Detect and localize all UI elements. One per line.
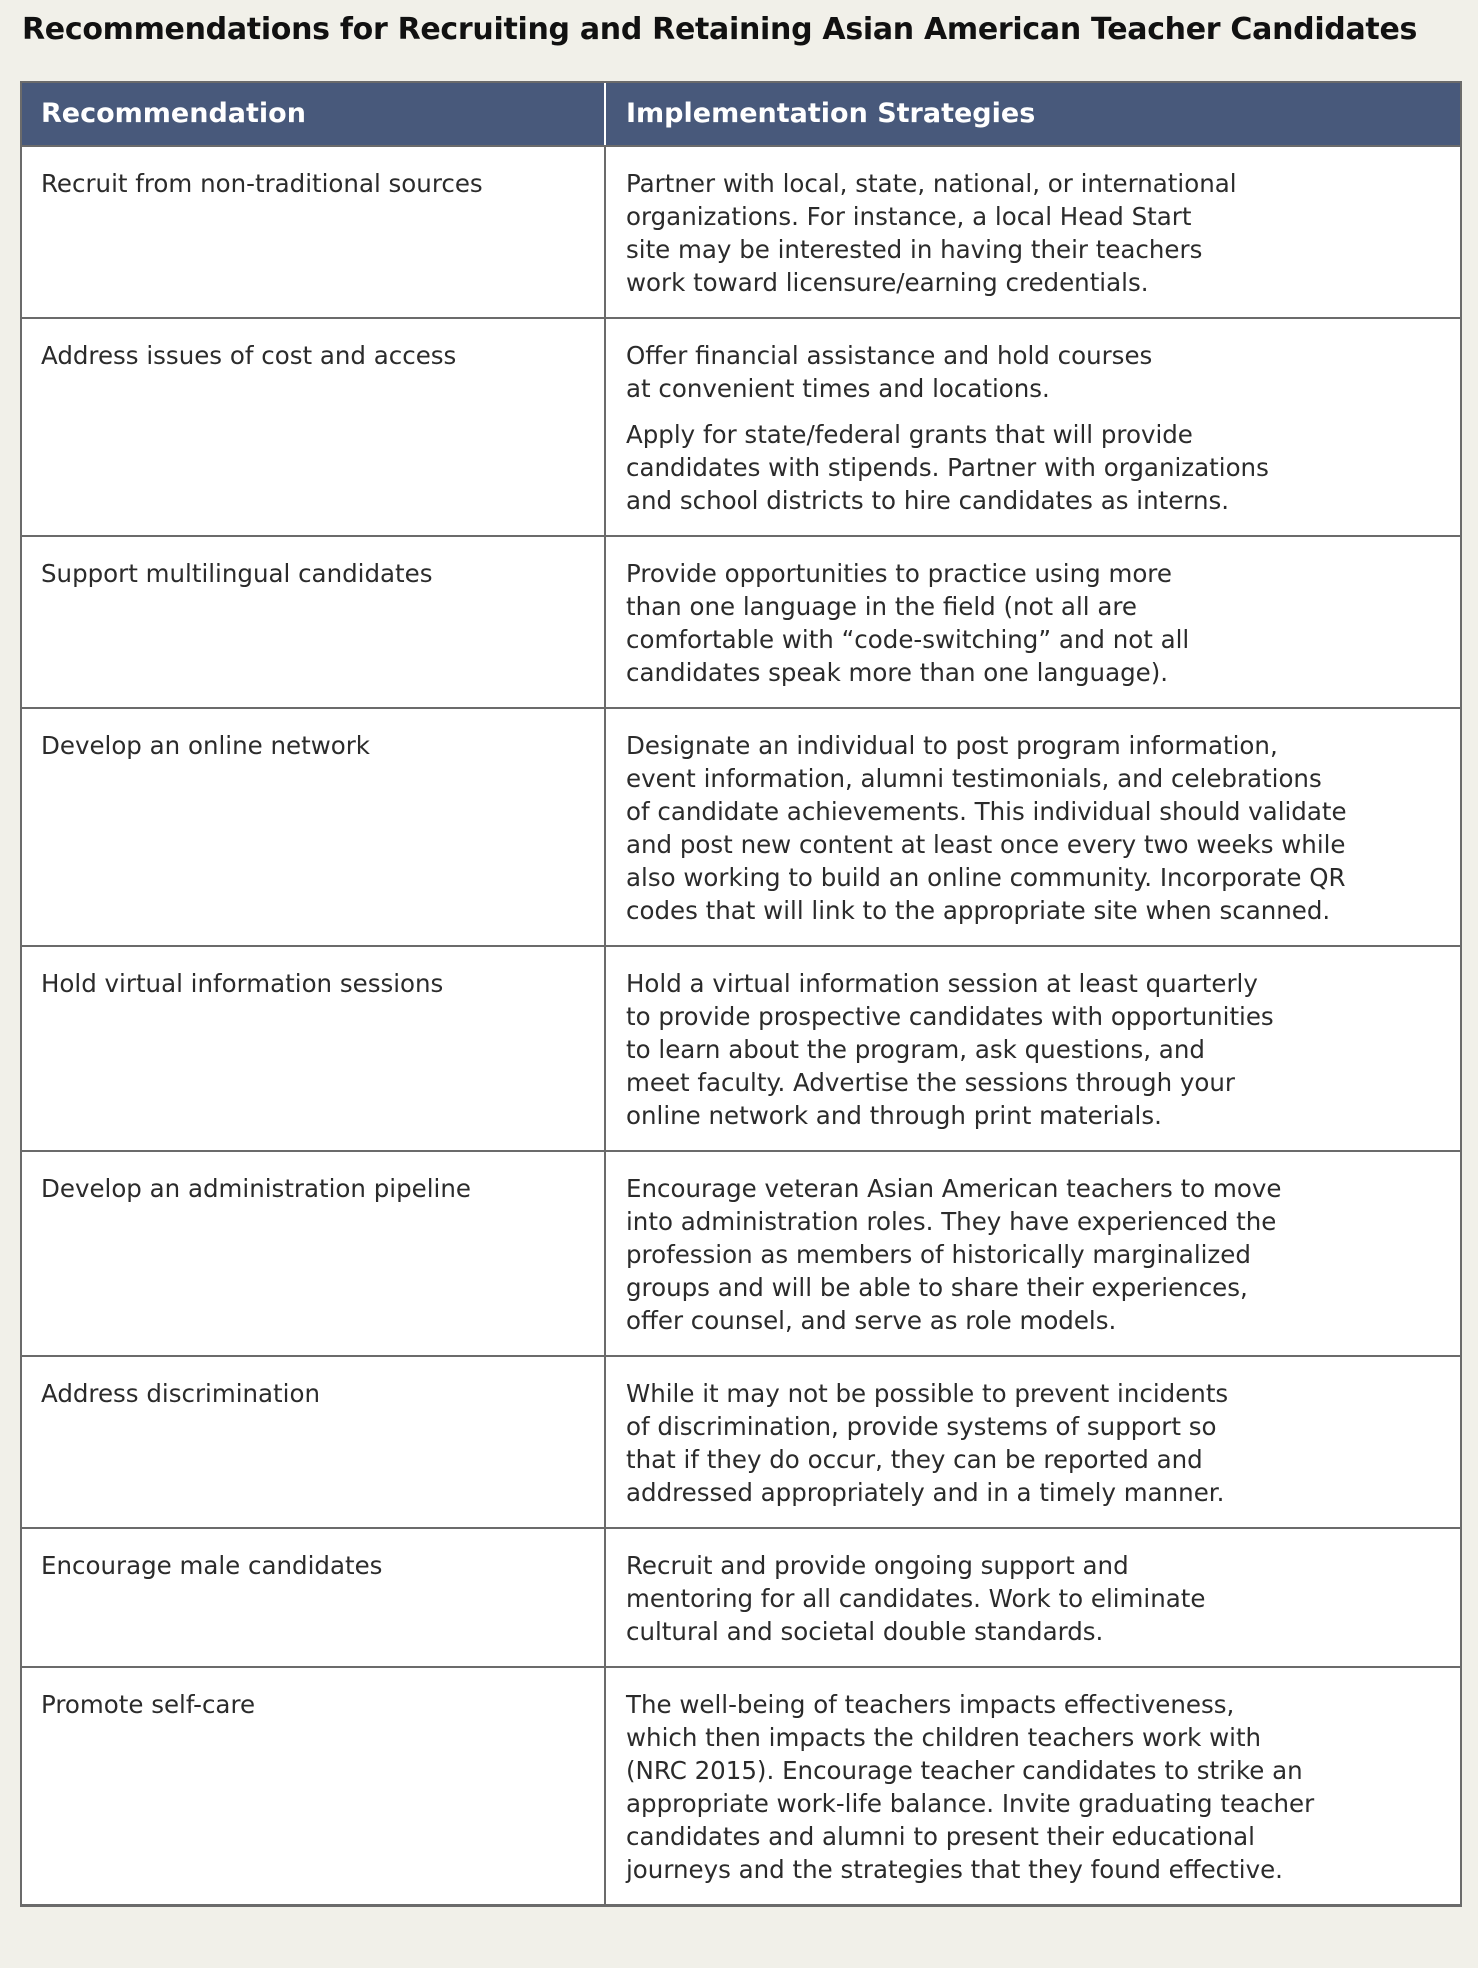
strategy-line: profession as members of historically marginalized <box>626 1240 1251 1269</box>
strategy-line: candidates with stipends. Partner with organizations <box>626 453 1269 482</box>
table-row <box>21 1528 1461 1667</box>
table-row <box>21 1151 1461 1356</box>
recommendation-cell: Encourage male candidates <box>21 1528 605 1667</box>
recommendations-table <box>21 82 1461 1906</box>
strategy-line: site may be interested in having their teachers <box>626 235 1203 264</box>
strategy-line: meet faculty. Advertise the sessions through your <box>626 1068 1235 1097</box>
strategy-paragraph <box>626 1549 1441 1648</box>
strategy-line: Encourage veteran Asian American teachers to move <box>626 1174 1282 1203</box>
strategy-line: organizations. For instance, a local Head Start <box>626 202 1192 231</box>
recommendations-table-container <box>21 82 1461 1906</box>
recommendation-cell: Hold virtual information sessions <box>21 946 605 1151</box>
strategies-cell <box>605 1356 1461 1528</box>
strategy-line: candidates and alumni to present their educational <box>626 1822 1255 1851</box>
strategy-paragraph <box>626 729 1441 927</box>
strategy-line: online network and through print materials. <box>626 1101 1162 1130</box>
strategy-line: Designate an individual to post program information, <box>626 731 1278 760</box>
strategy-line: and post new content at least once every two weeks while <box>626 830 1346 859</box>
strategy-line: journeys and the strategies that they found effective. <box>626 1855 1283 1884</box>
recommendation-cell: Support multilingual candidates <box>21 536 605 708</box>
strategy-line: Partner with local, state, national, or international <box>626 169 1237 198</box>
recommendation-cell: Recruit from non-traditional sources <box>21 146 605 318</box>
table-row <box>21 146 1461 318</box>
strategy-line: Hold a virtual information session at least quarterly <box>626 969 1258 998</box>
recommendation-cell: Address discrimination <box>21 1356 605 1528</box>
table-body <box>21 146 1461 1905</box>
strategy-line: to learn about the program, ask questions, and <box>626 1035 1205 1064</box>
strategy-paragraph <box>626 1377 1441 1509</box>
strategy-line: The well-being of teachers impacts effectiveness, <box>626 1690 1235 1719</box>
table-row <box>21 1356 1461 1528</box>
strategy-line: groups and will be able to share their experiences, <box>626 1273 1248 1302</box>
column-header-recommendation: Recommendation <box>21 82 605 146</box>
strategy-line: Offer financial assistance and hold courses <box>626 341 1153 370</box>
strategy-line: also working to build an online community. Incorporate QR <box>626 863 1346 892</box>
strategy-line: and school districts to hire candidates as interns. <box>626 486 1230 515</box>
strategies-cell <box>605 1528 1461 1667</box>
recommendation-cell: Develop an administration pipeline <box>21 1151 605 1356</box>
strategy-line: Recruit and provide ongoing support and <box>626 1551 1129 1580</box>
strategy-line: to provide prospective candidates with opportunities <box>626 1002 1274 1031</box>
strategy-line: Provide opportunities to practice using more <box>626 559 1172 588</box>
strategy-line: than one language in the field (not all are <box>626 592 1137 621</box>
strategies-cell <box>605 146 1461 318</box>
strategy-line: event information, alumni testimonials, and celebrations <box>626 764 1322 793</box>
table-row <box>21 318 1461 536</box>
strategy-line: into administration roles. They have experienced the <box>626 1207 1277 1236</box>
table-row <box>21 946 1461 1151</box>
strategy-line: work toward licensure/earning credentials. <box>626 268 1149 297</box>
strategy-paragraph <box>626 967 1441 1132</box>
column-header-implementation-strategies: Implementation Strategies <box>605 82 1461 146</box>
recommendation-cell: Promote self-care <box>21 1667 605 1905</box>
strategy-line: of discrimination, provide systems of support so <box>626 1412 1217 1441</box>
strategy-line: that if they do occur, they can be reported and <box>626 1445 1203 1474</box>
recommendation-cell: Address issues of cost and access <box>21 318 605 536</box>
strategy-line: cultural and societal double standards. <box>626 1617 1104 1646</box>
strategies-cell <box>605 1667 1461 1905</box>
strategy-line: addressed appropriately and in a timely manner. <box>626 1478 1225 1507</box>
table-row <box>21 708 1461 946</box>
table-row <box>21 1667 1461 1905</box>
page-title: Recommendations for Recruiting and Retaining Asian American Teacher Candidates <box>22 12 1418 47</box>
table-header-row <box>21 82 1461 146</box>
strategy-line: of candidate achievements. This individual should validate <box>626 797 1347 826</box>
strategy-paragraph <box>626 1172 1441 1337</box>
strategy-paragraph <box>626 418 1441 517</box>
strategies-cell <box>605 536 1461 708</box>
strategy-paragraph <box>626 1688 1441 1886</box>
strategy-line: While it may not be possible to prevent incidents <box>626 1379 1229 1408</box>
strategy-line: offer counsel, and serve as role models. <box>626 1306 1117 1335</box>
strategies-cell <box>605 318 1461 536</box>
strategy-line: candidates speak more than one language). <box>626 658 1169 687</box>
strategy-line: comfortable with “code-switching” and not all <box>626 625 1190 654</box>
strategy-line: codes that will link to the appropriate site when scanned. <box>626 896 1331 925</box>
strategy-line: appropriate work-life balance. Invite graduating teacher <box>626 1789 1315 1818</box>
table-row <box>21 536 1461 708</box>
strategy-line: which then impacts the children teachers work with <box>626 1723 1262 1752</box>
strategies-cell <box>605 1151 1461 1356</box>
strategy-line: (NRC 2015). Encourage teacher candidates to strike an <box>626 1756 1303 1785</box>
strategy-paragraph <box>626 339 1441 405</box>
strategies-cell <box>605 708 1461 946</box>
strategy-paragraph <box>626 167 1441 299</box>
strategy-line: Apply for state/federal grants that will provide <box>626 420 1193 449</box>
strategy-paragraph <box>626 557 1441 689</box>
recommendation-cell: Develop an online network <box>21 708 605 946</box>
strategy-line: mentoring for all candidates. Work to eliminate <box>626 1584 1206 1613</box>
strategy-line: at convenient times and locations. <box>626 374 1050 403</box>
strategies-cell <box>605 946 1461 1151</box>
